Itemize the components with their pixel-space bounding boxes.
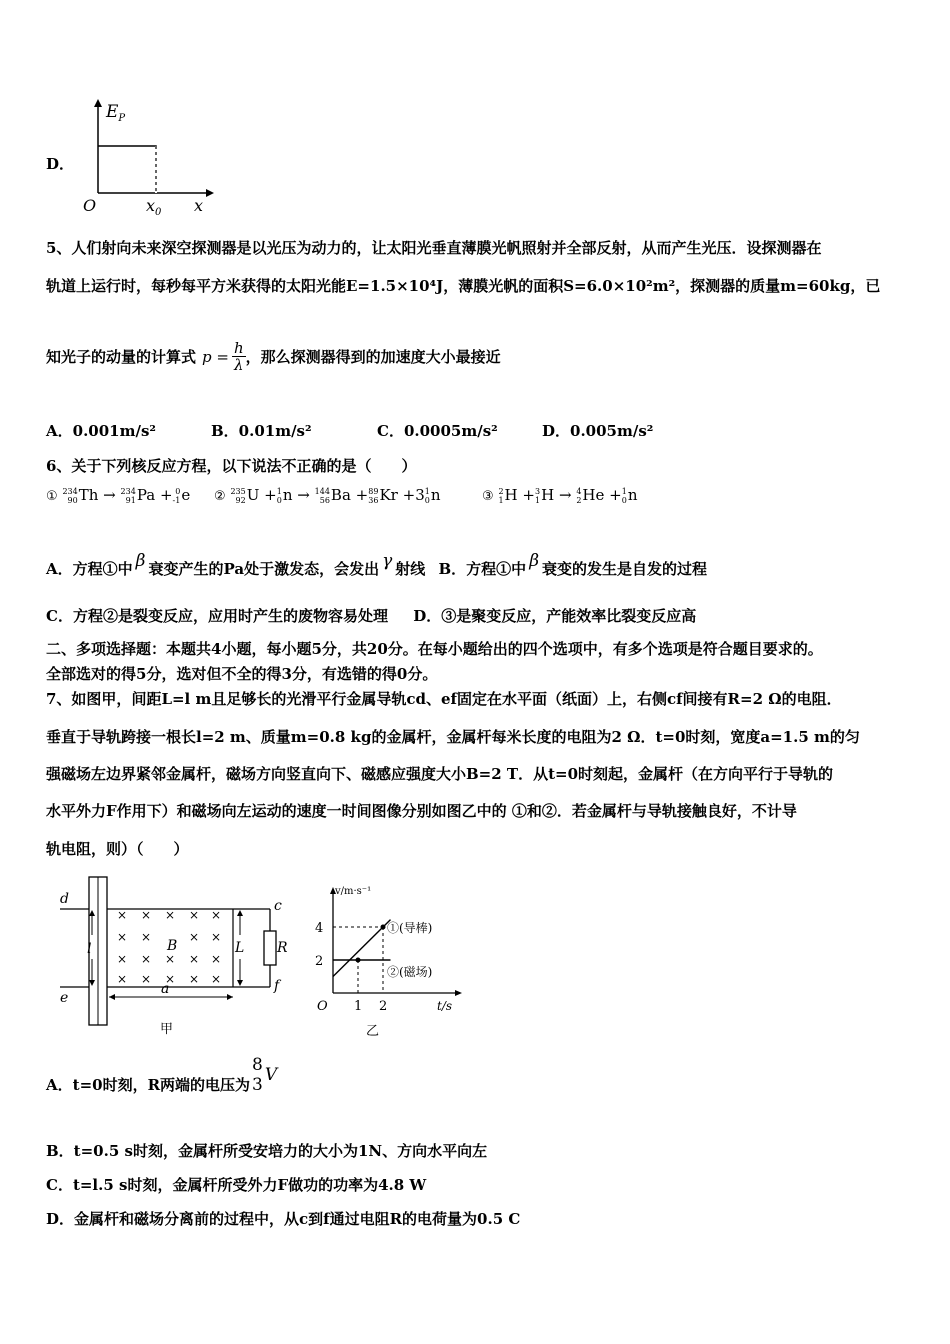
- field-cross: ×: [211, 930, 222, 944]
- q5-line1: 5、人们射向未来深空探测器是以光压为动力的，让太阳光垂直薄膜光帆照射并全部反射，从而产生光压．设探测器在: [46, 239, 822, 257]
- q5-line3: [46, 340, 501, 373]
- q7-option-b: B．t=0.5 s时刻，金属杆所受安培力的大小为1N、方向水平向左: [46, 1142, 488, 1160]
- resistor-r: [264, 931, 276, 965]
- caption-yi: 乙: [366, 1024, 380, 1039]
- q6-options-ab: A．方程①中 β 衰变产生的Pa处于激发态，会发出 γ 射线 B．方程①中 β 衰变的发生是自发的过程: [46, 551, 708, 578]
- field-cross: ×: [117, 908, 128, 922]
- q4-option-d-label: D．: [46, 155, 75, 173]
- x-tick-label: 1: [354, 999, 363, 1014]
- field-cross: ×: [211, 908, 222, 922]
- q5-formula-fraction: [232, 340, 246, 373]
- q5-line3-post: ，那么探测器得到的加速度大小最接近: [245, 348, 501, 366]
- origin-label: O: [317, 999, 328, 1014]
- q6-gamma-symbol: γ: [382, 551, 393, 571]
- y-axis-label: v/m·s⁻¹: [335, 886, 372, 897]
- q4-ep-graph: [78, 95, 218, 220]
- field-cross: ×: [141, 952, 152, 966]
- field-cross: ×: [117, 930, 128, 944]
- q6-beta-symbol: β: [135, 551, 146, 571]
- q5-formula-den: λ: [234, 356, 244, 374]
- field-cross: ×: [141, 930, 152, 944]
- q7-line3: 强磁场左边界紧邻金属杆，磁场方向竖直向下、磁感应强度大小B=2 T．从t=0时刻起，金属杆（在方向平行于导轨的: [46, 765, 834, 783]
- q7-line5: 轨电阻，则）（ ）: [46, 840, 189, 858]
- q4-x0-label: $x_0$: [146, 196, 162, 218]
- x-axis-label: t/s: [437, 999, 453, 1013]
- q6-equation-1: ① 234 90 Th → 234 91 Pa + 0 -1 e: [46, 486, 191, 505]
- label-f: f: [274, 978, 280, 994]
- caption-jia: 甲: [160, 1022, 174, 1037]
- field-cross: ×: [189, 930, 200, 944]
- label-R: R: [277, 940, 288, 956]
- label-c: c: [274, 898, 282, 914]
- q5-line2: 轨道上运行时，每秒每平方米获得的太阳光能E=1.5×10⁴J，薄膜光帆的面积S=6.0×10²m²，探测器的质量m=60kg，已: [46, 277, 881, 295]
- q5-formula-num: h: [233, 339, 244, 357]
- point-t1-v2: [356, 958, 361, 963]
- label-b: B: [167, 938, 178, 954]
- field-cross: ×: [189, 972, 200, 986]
- field-cross: ×: [211, 972, 222, 986]
- q5-option-d: D．0.005m/s²: [542, 422, 654, 440]
- q6-equation-2: ② 235 92 U + 1 0 n → 144 56 Ba + 89 36 Kr +3 1 0 n: [214, 486, 441, 505]
- y-tick-label: 2: [315, 954, 324, 969]
- q7-line2: 垂直于导轨跨接一根长l=2 m、质量m=0.8 kg的金属杆，金属杆每米长度的电阻为2 Ω．t=0时刻，宽度a=1.5 m的匀: [46, 728, 860, 746]
- q6-option-c: C．方程②是裂变反应，应用时产生的废物容易处理: [46, 607, 388, 625]
- field-cross: ×: [211, 952, 222, 966]
- field-cross: ×: [117, 972, 128, 986]
- q7-option-c: C．t=l.5 s时刻，金属杆所受外力F做功的功率为4.8 W: [46, 1176, 427, 1194]
- y-tick-label: 4: [315, 921, 324, 936]
- label-a: a: [161, 981, 170, 997]
- q7-line1: 7、如图甲，间距L=l m且足够长的光滑平行金属导轨cd、ef固定在水平面（纸面）上，右侧cf间接有R=2 Ω的电阻．: [46, 690, 842, 708]
- section2-heading-line2: 全部选对的得5分，选对但不全的得3分，有选错的得0分。: [46, 665, 438, 683]
- q5-formula-lhs: p =: [202, 347, 229, 366]
- q5-option-a: A．0.001m/s²: [46, 422, 156, 440]
- series-label-rod: ①(导棒): [387, 921, 433, 935]
- q7-option-a-fraction: 8 3: [252, 1055, 263, 1095]
- q5-option-c: C．0.0005m/s²: [377, 422, 498, 440]
- q6-options-cd: [46, 605, 696, 626]
- label-l: l: [87, 941, 92, 957]
- q4-origin: O: [83, 196, 97, 215]
- q6-option-d: D．③是聚变反应，产能效率比裂变反应高: [413, 607, 697, 625]
- label-L: L: [235, 940, 245, 956]
- field-cross: ×: [141, 908, 152, 922]
- field-cross: ×: [189, 952, 200, 966]
- q6-stem: 6、关于下列核反应方程，以下说法不正确的是（ ）: [46, 457, 417, 475]
- q7-option-a: A．t=0时刻，R两端的电压为 8 3 V: [46, 1055, 278, 1095]
- q5-line3-pre: 知光子的动量的计算式: [46, 348, 197, 366]
- q7-figure-jia: [55, 875, 300, 1040]
- field-cross: ×: [141, 972, 152, 986]
- field-cross: ×: [165, 952, 176, 966]
- q6-equation-3: ③ 2 1 H + 3 1 H → 4 2 He + 1 0 n: [482, 486, 638, 505]
- field-cross: ×: [189, 908, 200, 922]
- label-d: d: [60, 891, 69, 907]
- point-t2-v4: [381, 925, 386, 930]
- field-cross: ×: [117, 952, 128, 966]
- field-cross: ×: [165, 972, 176, 986]
- q7-option-d: D．金属杆和磁场分离前的过程中，从c到f通过电阻R的电荷量为0.5 C: [46, 1210, 521, 1228]
- series-label-field: ②(磁场): [387, 965, 433, 979]
- q7-figure-yi-chart: [305, 880, 475, 1040]
- section2-heading-line1: 二、多项选择题：本题共4小题，每小题5分，共20分。在每小题给出的四个选项中，有多个选项是符合题目要求的。: [46, 640, 823, 658]
- q7-line4: 水平外力F作用下）和磁场向左运动的速度一时间图像分别如图乙中的 ①和②．若金属杆与导轨接触良好，不计导: [46, 802, 797, 820]
- x-tick-label: 2: [379, 999, 388, 1014]
- q4-x-axis-label: x: [194, 196, 204, 215]
- field-cross: ×: [165, 908, 176, 922]
- label-e: e: [60, 990, 69, 1006]
- q4-y-axis-label: $E_P$: [106, 102, 126, 124]
- q5-option-b: B．0.01m/s²: [211, 422, 312, 440]
